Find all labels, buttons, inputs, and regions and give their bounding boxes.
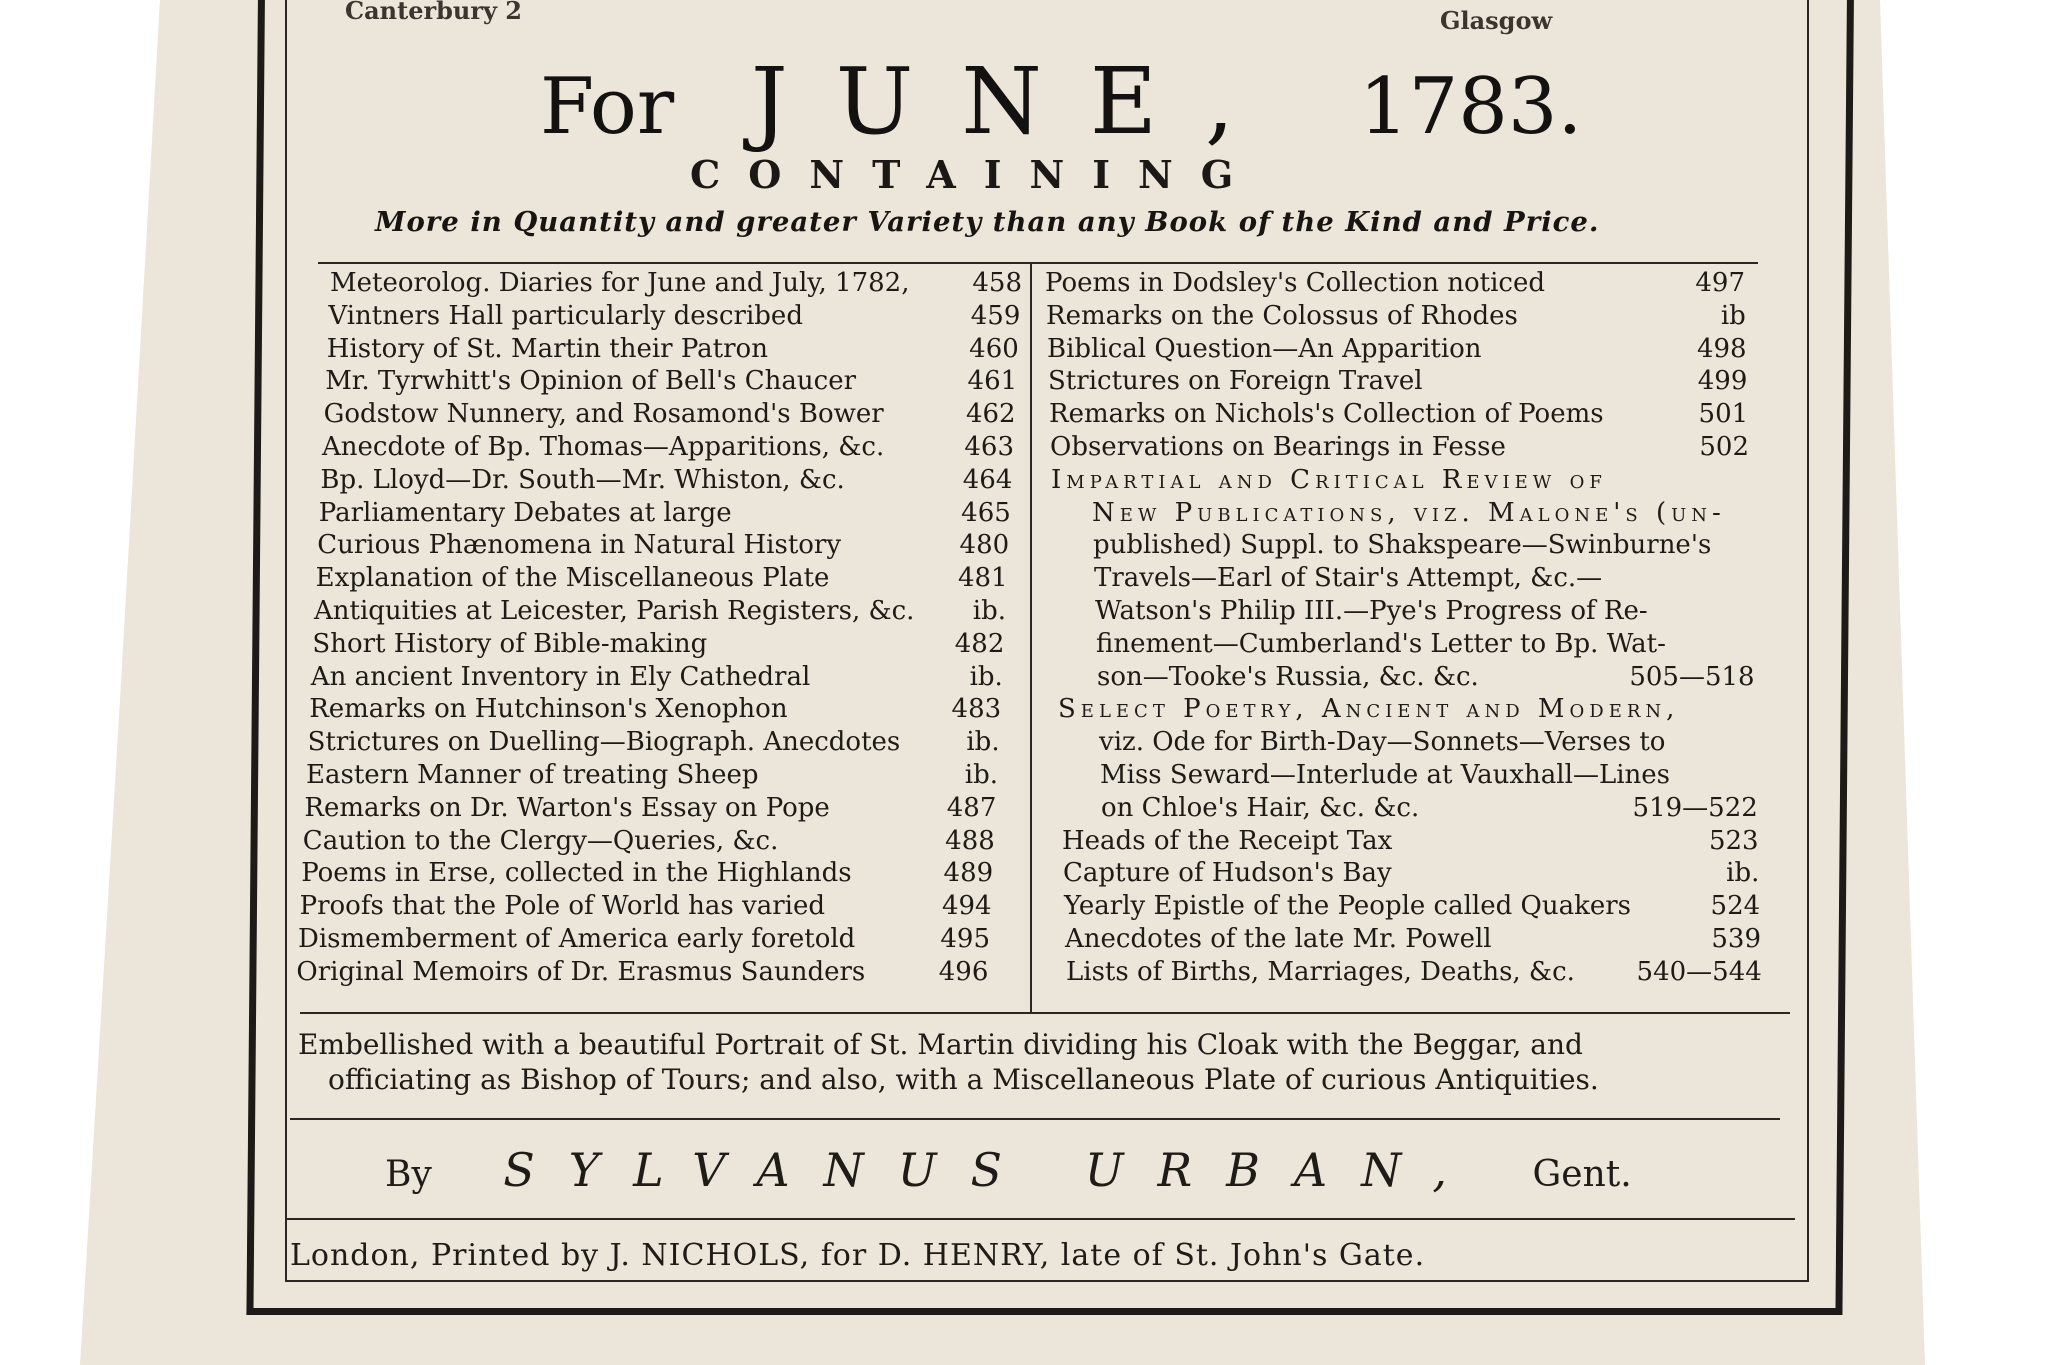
imprint-line: London, Printed by J. NICHOLS, for D. HENRY, late of St. John's Gate. [290, 1238, 1426, 1273]
toc-entry-page: ib. [1726, 858, 1760, 889]
toc-entry [1061, 793, 1758, 825]
toc-entry-title: Anecdotes of the late Mr. Powell [1065, 924, 1492, 954]
toc-entry-page: 458 [972, 268, 1022, 298]
title-year: 1783. [1359, 62, 1583, 152]
toc-entry [316, 563, 1006, 595]
toc-entry-page: 461 [967, 366, 1018, 397]
toc-entry-page: 540—544 [1636, 956, 1762, 987]
by-label: By [385, 1154, 432, 1195]
toc-entry-title: finement—Cumberland's Letter to Bp. Wat- [1096, 628, 1666, 659]
toc-entry-page: 539 [1711, 924, 1761, 954]
toc-entry [1054, 563, 1752, 595]
embellishment-line-2: officiating as Bishop of Tours; and also, with a Miscellaneous Plate of curious Antiquities. [328, 1063, 1599, 1096]
toc-entry-title: Antiquities at Leicester, Parish Registers, &c. [314, 596, 915, 626]
toc-entry-page: 460 [969, 333, 1019, 364]
toc-entry [1065, 924, 1761, 956]
toc-entry-title: Dismemberment of America early foretold [298, 924, 856, 954]
toc-entry-page: 464 [962, 464, 1013, 495]
toc-entry-page: ib. [966, 727, 1000, 758]
toc-entry [324, 399, 1014, 431]
toc-entry-title: Remarks on Hutchinson's Xenophon [309, 694, 788, 725]
toc-entry [1048, 366, 1747, 398]
toc-entry-page: 497 [1695, 268, 1745, 298]
toc-entry [1052, 498, 1751, 530]
toc-entry-page: 465 [961, 497, 1011, 528]
toc-bottom-rule [300, 1012, 1790, 1014]
toc-entry [1066, 957, 1762, 989]
toc-entry-page: 495 [940, 924, 990, 954]
author-name: SYLVANUS URBAN, [503, 1143, 1482, 1197]
toc-entry-title: son—Tooke's Russia, &c. &c. [1097, 661, 1479, 692]
toc-entry-page: 463 [964, 432, 1014, 462]
toc-entry-page: 501 [1698, 399, 1749, 430]
toc-entry [1047, 334, 1747, 366]
toc-entry-page: 489 [943, 858, 994, 889]
toc-entry [317, 530, 1010, 562]
toc-entry [1056, 629, 1754, 661]
toc-entry-page: ib. [969, 661, 1003, 692]
toc-entry [1057, 662, 1755, 694]
toc-entry [328, 300, 1021, 333]
toc-entry [1060, 760, 1757, 792]
imprint-top-rule [285, 1218, 1795, 1220]
toc-entry-title: Biblical Question—An Apparition [1047, 333, 1482, 364]
toc-entry-page: 505—518 [1629, 661, 1755, 692]
toc-entry-title: Short History of Bible-making [312, 628, 708, 659]
toc-entry [1063, 858, 1759, 890]
toc-entry-title: Remarks on Dr. Warton's Essay on Pope [304, 792, 830, 823]
toc-entry-title: Observations on Bearings in Fesse [1050, 432, 1506, 462]
toc-entry-page: 462 [965, 399, 1016, 430]
title-month: JUNE, [750, 48, 1283, 155]
toc-entry-title: Caution to the Clergy—Queries, &c. [302, 825, 779, 856]
toc-entry-page: ib. [964, 760, 998, 790]
toc-entry [314, 596, 1004, 628]
embellishment-line-1: Embellished with a beautiful Portrait of St. Martin dividing his Cloak with the Beggar, and [298, 1028, 1583, 1061]
toc-entry-title: Impartial and Critical Review of [1051, 464, 1607, 495]
toc-entry-title: Remarks on Nichols's Collection of Poems [1049, 399, 1604, 430]
toc-entry [325, 366, 1018, 398]
toc-entry-page: ib [1720, 300, 1746, 331]
toc-entry [1045, 268, 1745, 300]
toc-entry [308, 727, 998, 759]
toc-entry [1051, 465, 1750, 497]
toc-entry-title: Eastern Manner of treating Sheep [306, 760, 759, 790]
toc-entry-page: 519—522 [1632, 792, 1758, 823]
byline [385, 1143, 1632, 1197]
toc-entry [1055, 596, 1753, 628]
toc-entry-title: Vintners Hall particularly described [328, 300, 803, 331]
toc-entry-title: Bp. Lloyd—Dr. South—Mr. Whiston, &c. [320, 464, 845, 495]
toc-entry-title: Travels—Earl of Stair's Attempt, &c.— [1094, 563, 1603, 594]
toc-entry [298, 924, 988, 956]
toc-entry-title: Explanation of the Miscellaneous Plate [315, 563, 830, 594]
toc-entry-title: Watson's Philip III.—Pye's Progress of Re- [1095, 596, 1648, 626]
toc-entry-title: Curious Phænomena in Natural History [317, 530, 842, 561]
toc-entry-title: Heads of the Receipt Tax [1062, 825, 1393, 856]
toc-entry [1059, 727, 1756, 759]
toc-entry-title: Anecdote of Bp. Thomas—Apparitions, &c. [322, 432, 885, 462]
toc-entry-page: 496 [938, 956, 989, 987]
toc-entry-title: New Publications, viz. Malone's (un- [1092, 497, 1726, 528]
toc-entry [330, 268, 1020, 300]
toc-entry-title: Meteorolog. Diaries for June and July, 1782, [330, 268, 910, 298]
toc-entry-title: published) Suppl. to Shakspeare—Swinburne's [1093, 530, 1712, 561]
toc-entry-title: Godstow Nunnery, and Rosamond's Bower [323, 399, 884, 430]
toc-entry-title: Poems in Dodsley's Collection noticed [1045, 268, 1546, 298]
toc-entry [1049, 399, 1748, 431]
toc-entry-page: 494 [941, 891, 992, 922]
toc-column-divider [1030, 262, 1032, 1012]
toc-entry-title: Remarks on the Colossus of Rhodes [1046, 300, 1518, 331]
toc-entry-title: Parliamentary Debates at large [318, 497, 732, 528]
toc-entry-page: 483 [951, 694, 1002, 725]
toc-entry-page: 482 [954, 628, 1005, 659]
toc-entry-page: ib. [972, 596, 1006, 626]
corner-text-left: Canterbury 2 [345, 0, 522, 25]
toc-entry-title: Miss Seward—Interlude at Vauxhall—Lines [1100, 760, 1670, 790]
toc-entry-page: 487 [946, 792, 997, 823]
toc-entry [301, 858, 994, 890]
toc-entry-page: 498 [1696, 333, 1747, 364]
toc-entry [322, 432, 1012, 464]
toc-entry [319, 498, 1009, 530]
toc-entry [1050, 432, 1749, 464]
toc-entry-title: Poems in Erse, collected in the Highlands [301, 858, 852, 889]
toc-entry [1053, 530, 1751, 562]
toc-entry [300, 891, 990, 923]
toc-entry-title: Strictures on Foreign Travel [1048, 366, 1423, 397]
issue-title [540, 48, 1634, 155]
toc-entry [306, 760, 996, 792]
toc-entry [327, 334, 1017, 366]
toc-entry [296, 956, 989, 989]
toc-entry-page: 499 [1697, 366, 1748, 397]
toc-entry-page: 523 [1708, 825, 1759, 856]
containing-heading: CONTAINING [690, 152, 1262, 197]
toc-entry [1064, 891, 1760, 923]
toc-entry [312, 628, 1005, 661]
toc-entry-title: An ancient Inventory in Ely Cathedral [310, 661, 811, 692]
toc-top-rule [318, 262, 1758, 264]
toc-entry-title: Capture of Hudson's Bay [1063, 858, 1392, 889]
toc-entry-page: 459 [970, 300, 1021, 331]
toc-entry-page: 481 [957, 563, 1008, 594]
toc-entry-title: Lists of Births, Marriages, Deaths, &c. [1066, 956, 1575, 987]
subtitle: More in Quantity and greater Variety than any Book of the Kind and Price. [375, 206, 1600, 238]
byline-top-rule [290, 1118, 1780, 1120]
corner-text-right: Glasgow [1440, 6, 1553, 35]
toc-entry-page: 488 [945, 825, 995, 856]
toc-entry-title: Select Poetry, Ancient and Modern, [1058, 694, 1680, 725]
title-for: For [540, 62, 675, 152]
toc-entry-title: Mr. Tyrwhitt's Opinion of Bell's Chaucer [325, 366, 857, 397]
toc-entry-page: 502 [1699, 432, 1749, 462]
toc-entry-page: 480 [959, 530, 1010, 561]
toc-entry-title: on Chloe's Hair, &c. &c. [1101, 792, 1420, 823]
toc-entry [309, 694, 1002, 726]
toc-entry [1046, 301, 1746, 333]
toc-entry [311, 662, 1001, 694]
toc-entry-title: History of St. Martin their Patron [326, 333, 768, 364]
toc-entry-title: Yearly Epistle of the People called Quakers [1064, 891, 1632, 922]
toc-entry-title: viz. Ode for Birth-Day—Sonnets—Verses to [1099, 727, 1666, 758]
toc-entry [303, 826, 993, 858]
toc-entry [1062, 826, 1759, 858]
toc-entry-title: Original Memoirs of Dr. Erasmus Saunders [296, 956, 866, 987]
toc-entry [1058, 694, 1755, 726]
toc-entry-title: Strictures on Duelling—Biograph. Anecdotes [307, 727, 901, 758]
toc-entry-title: Proofs that the Pole of World has varied [299, 891, 825, 922]
toc-entry [304, 792, 997, 825]
toc-entry-page: 524 [1710, 891, 1761, 922]
author-suffix: Gent. [1532, 1154, 1632, 1195]
toc-entry [320, 464, 1013, 497]
